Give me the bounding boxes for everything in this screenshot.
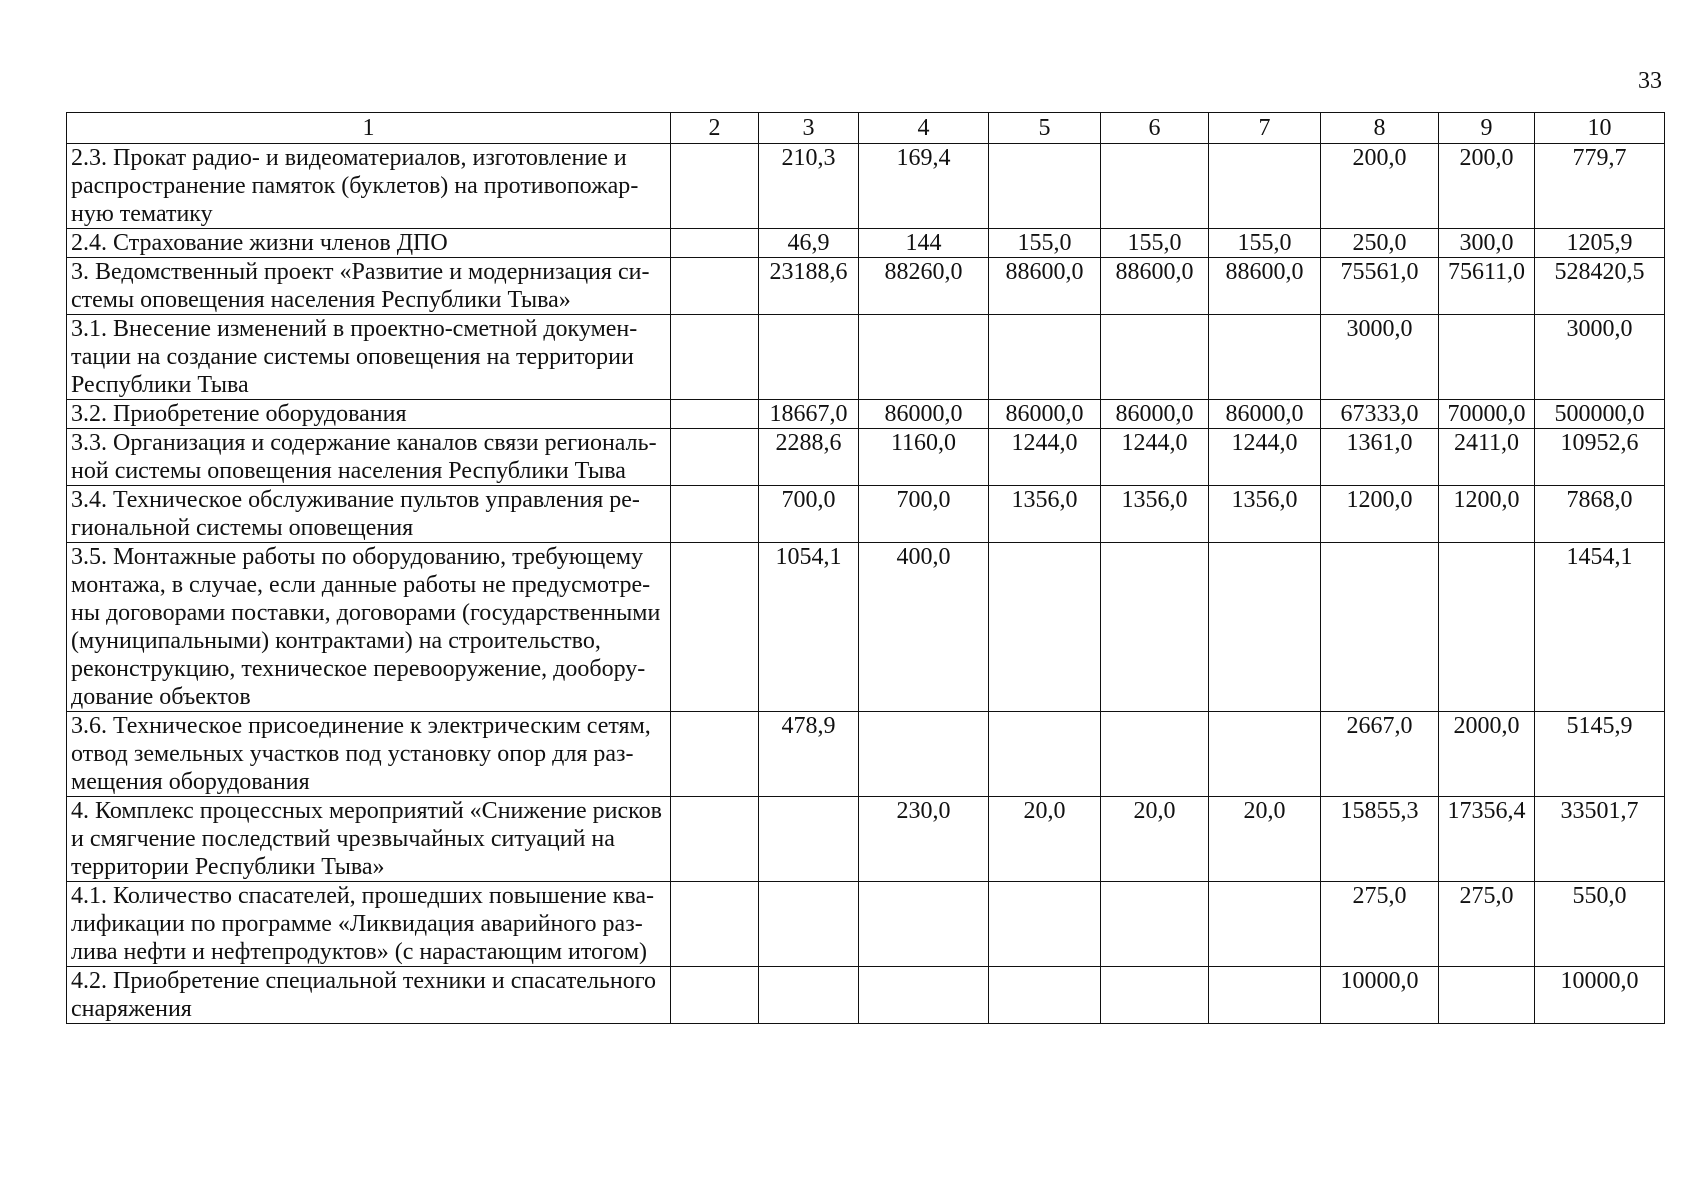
value-cell-c9: 200,0 [1439, 144, 1535, 229]
value-cell-c8: 67333,0 [1321, 400, 1439, 429]
value-cell-c2 [671, 486, 759, 543]
value-cell-c4: 169,4 [859, 144, 989, 229]
row-name-cell: 3.6. Техническое присоединение к электрическим сетям, отвод земельных участков под установку опор для размещения оборудования [67, 712, 671, 797]
value-cell-c2 [671, 882, 759, 967]
value-cell-c10: 10952,6 [1535, 429, 1665, 486]
column-header-10: 10 [1535, 113, 1665, 144]
value-cell-c7: 1244,0 [1209, 429, 1321, 486]
value-cell-c10: 10000,0 [1535, 967, 1665, 1024]
value-cell-c4: 700,0 [859, 486, 989, 543]
value-cell-c4: 88260,0 [859, 258, 989, 315]
row-name-cell: 4. Комплекс процессных мероприятий «Снижение рисков и смягчение последствий чрезвычайных ситуаций на территории Республики Тыва» [67, 797, 671, 882]
value-cell-c6: 155,0 [1101, 229, 1209, 258]
value-cell-c4: 400,0 [859, 543, 989, 712]
value-cell-c7 [1209, 144, 1321, 229]
value-cell-c7 [1209, 967, 1321, 1024]
value-cell-c8: 275,0 [1321, 882, 1439, 967]
value-cell-c2 [671, 144, 759, 229]
column-header-6: 6 [1101, 113, 1209, 144]
value-cell-c4: 86000,0 [859, 400, 989, 429]
row-name-cell: 4.1. Количество спасателей, прошедших повышение квалификации по программе «Ликвидация аварийного разлива нефти и нефтепродуктов» (с нарастающим итогом) [67, 882, 671, 967]
value-cell-c5: 155,0 [989, 229, 1101, 258]
value-cell-c5 [989, 712, 1101, 797]
value-cell-c2 [671, 258, 759, 315]
table-row [67, 429, 1665, 486]
row-name-cell: 3.1. Внесение изменений в проектно-сметной документации на создание системы оповещения на территории Республики Тыва [67, 315, 671, 400]
value-cell-c3: 210,3 [759, 144, 859, 229]
value-cell-c7 [1209, 882, 1321, 967]
value-cell-c9: 17356,4 [1439, 797, 1535, 882]
row-name-cell: 2.3. Прокат радио- и видеоматериалов, изготовление и распространение памяток (буклетов) на противопожарную тематику [67, 144, 671, 229]
value-cell-c9: 2411,0 [1439, 429, 1535, 486]
value-cell-c8: 200,0 [1321, 144, 1439, 229]
value-cell-c6: 1244,0 [1101, 429, 1209, 486]
value-cell-c6 [1101, 882, 1209, 967]
value-cell-c10: 7868,0 [1535, 486, 1665, 543]
table-row [67, 797, 1665, 882]
value-cell-c3: 478,9 [759, 712, 859, 797]
value-cell-c8: 1200,0 [1321, 486, 1439, 543]
value-cell-c2 [671, 712, 759, 797]
value-cell-c6: 1356,0 [1101, 486, 1209, 543]
value-cell-c9: 2000,0 [1439, 712, 1535, 797]
value-cell-c4 [859, 712, 989, 797]
value-cell-c7 [1209, 315, 1321, 400]
value-cell-c10: 550,0 [1535, 882, 1665, 967]
table-body [67, 144, 1665, 1024]
value-cell-c3: 1054,1 [759, 543, 859, 712]
value-cell-c5 [989, 315, 1101, 400]
value-cell-c6: 20,0 [1101, 797, 1209, 882]
table-row [67, 258, 1665, 315]
value-cell-c4 [859, 967, 989, 1024]
value-cell-c6 [1101, 967, 1209, 1024]
value-cell-c6 [1101, 712, 1209, 797]
value-cell-c2 [671, 315, 759, 400]
column-header-5: 5 [989, 113, 1101, 144]
page-number: 33 [1638, 68, 1662, 94]
value-cell-c4 [859, 882, 989, 967]
value-cell-c3: 23188,6 [759, 258, 859, 315]
table-row [67, 712, 1665, 797]
value-cell-c7: 1356,0 [1209, 486, 1321, 543]
column-header-2: 2 [671, 113, 759, 144]
value-cell-c7: 86000,0 [1209, 400, 1321, 429]
value-cell-c4: 230,0 [859, 797, 989, 882]
value-cell-c8: 15855,3 [1321, 797, 1439, 882]
value-cell-c5 [989, 967, 1101, 1024]
value-cell-c10: 33501,7 [1535, 797, 1665, 882]
value-cell-c7 [1209, 712, 1321, 797]
table-row [67, 400, 1665, 429]
value-cell-c3 [759, 315, 859, 400]
value-cell-c2 [671, 543, 759, 712]
table-row [67, 967, 1665, 1024]
header-row [67, 113, 1665, 144]
value-cell-c5 [989, 882, 1101, 967]
row-name-cell: 2.4. Страхование жизни членов ДПО [67, 229, 671, 258]
value-cell-c7: 155,0 [1209, 229, 1321, 258]
value-cell-c3: 18667,0 [759, 400, 859, 429]
value-cell-c5: 20,0 [989, 797, 1101, 882]
value-cell-c10: 528420,5 [1535, 258, 1665, 315]
row-name-cell: 3.3. Организация и содержание каналов связи региональной системы оповещения населения Республики Тыва [67, 429, 671, 486]
value-cell-c8: 250,0 [1321, 229, 1439, 258]
value-cell-c5: 86000,0 [989, 400, 1101, 429]
table-row [67, 543, 1665, 712]
value-cell-c8: 2667,0 [1321, 712, 1439, 797]
value-cell-c7 [1209, 543, 1321, 712]
value-cell-c10: 500000,0 [1535, 400, 1665, 429]
value-cell-c5: 88600,0 [989, 258, 1101, 315]
row-name-cell: 3.2. Приобретение оборудования [67, 400, 671, 429]
table-row [67, 229, 1665, 258]
column-header-1: 1 [67, 113, 671, 144]
value-cell-c5: 1244,0 [989, 429, 1101, 486]
value-cell-c2 [671, 967, 759, 1024]
table-row [67, 486, 1665, 543]
row-name-cell: 4.2. Приобретение специальной техники и спасательного снаряжения [67, 967, 671, 1024]
value-cell-c6 [1101, 144, 1209, 229]
value-cell-c6 [1101, 543, 1209, 712]
value-cell-c8: 1361,0 [1321, 429, 1439, 486]
value-cell-c5 [989, 144, 1101, 229]
value-cell-c9: 75611,0 [1439, 258, 1535, 315]
value-cell-c10: 5145,9 [1535, 712, 1665, 797]
value-cell-c9: 275,0 [1439, 882, 1535, 967]
value-cell-c2 [671, 400, 759, 429]
value-cell-c8: 3000,0 [1321, 315, 1439, 400]
budget-table [66, 112, 1665, 1024]
value-cell-c3 [759, 797, 859, 882]
value-cell-c6: 86000,0 [1101, 400, 1209, 429]
value-cell-c3 [759, 882, 859, 967]
column-header-4: 4 [859, 113, 989, 144]
value-cell-c3 [759, 967, 859, 1024]
value-cell-c9: 1200,0 [1439, 486, 1535, 543]
value-cell-c9: 70000,0 [1439, 400, 1535, 429]
value-cell-c10: 1205,9 [1535, 229, 1665, 258]
value-cell-c9 [1439, 315, 1535, 400]
value-cell-c3: 46,9 [759, 229, 859, 258]
value-cell-c5: 1356,0 [989, 486, 1101, 543]
value-cell-c3: 700,0 [759, 486, 859, 543]
value-cell-c2 [671, 797, 759, 882]
value-cell-c2 [671, 229, 759, 258]
value-cell-c2 [671, 429, 759, 486]
value-cell-c4: 1160,0 [859, 429, 989, 486]
table-row [67, 315, 1665, 400]
value-cell-c3: 2288,6 [759, 429, 859, 486]
value-cell-c4 [859, 315, 989, 400]
row-name-cell: 3.4. Техническое обслуживание пультов управления региональной системы оповещения [67, 486, 671, 543]
column-header-8: 8 [1321, 113, 1439, 144]
value-cell-c8: 10000,0 [1321, 967, 1439, 1024]
value-cell-c10: 779,7 [1535, 144, 1665, 229]
column-header-9: 9 [1439, 113, 1535, 144]
value-cell-c7: 88600,0 [1209, 258, 1321, 315]
table-row [67, 882, 1665, 967]
value-cell-c10: 3000,0 [1535, 315, 1665, 400]
value-cell-c5 [989, 543, 1101, 712]
value-cell-c9: 300,0 [1439, 229, 1535, 258]
row-name-cell: 3.5. Монтажные работы по оборудованию, требующему монтажа, в случае, если данные работы не предусмотрены договорами поставки, договорами (государственными (муниципальными) контрактами) на строительство, реконструкцию, техническое перевооружение, дооборудование объектов [67, 543, 671, 712]
table-row [67, 144, 1665, 229]
column-header-7: 7 [1209, 113, 1321, 144]
value-cell-c9 [1439, 967, 1535, 1024]
value-cell-c8 [1321, 543, 1439, 712]
value-cell-c6: 88600,0 [1101, 258, 1209, 315]
value-cell-c4: 144 [859, 229, 989, 258]
column-header-3: 3 [759, 113, 859, 144]
value-cell-c7: 20,0 [1209, 797, 1321, 882]
value-cell-c10: 1454,1 [1535, 543, 1665, 712]
row-name-cell: 3. Ведомственный проект «Развитие и модернизация системы оповещения населения Республики Тыва» [67, 258, 671, 315]
value-cell-c8: 75561,0 [1321, 258, 1439, 315]
value-cell-c6 [1101, 315, 1209, 400]
value-cell-c9 [1439, 543, 1535, 712]
